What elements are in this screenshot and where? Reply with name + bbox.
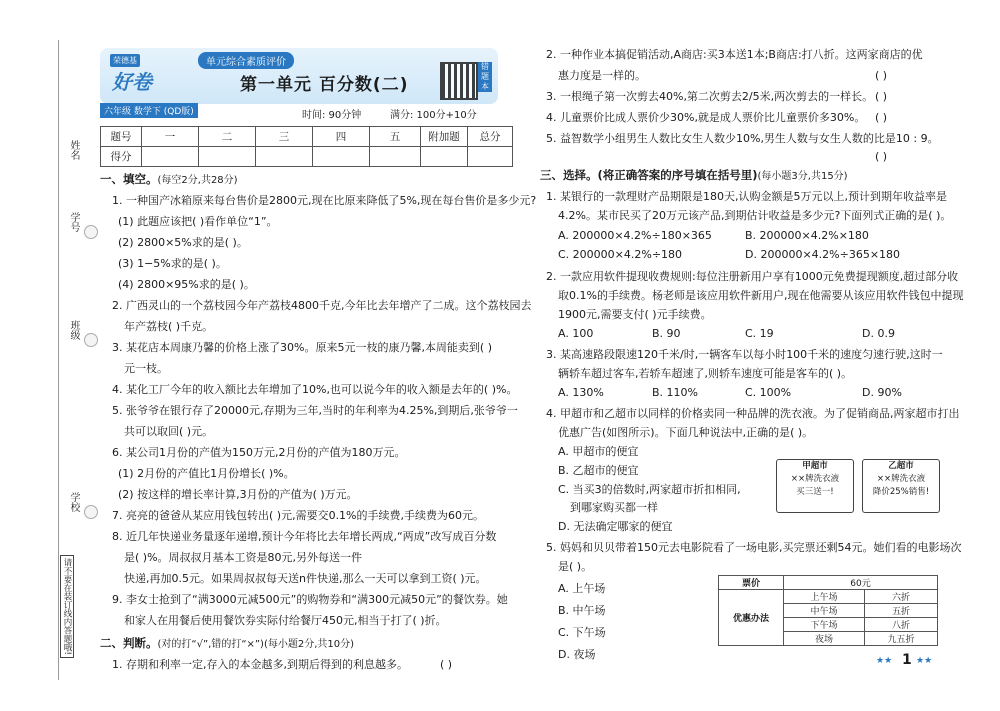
answer-blank[interactable]: ( ) [440,658,453,671]
question-text: 2. 广西灵山的一个荔枝园今年产荔枝4800千克,今年比去年增产了二成。这个荔枝园去 [112,299,532,312]
question-text: 1. 存期和利率一定,存入的本金越多,到期后得到的利息越多。 [112,658,408,671]
supermarket-yi-sign [862,459,940,513]
score-input[interactable] [421,147,468,167]
sign-title: 甲超市 [802,461,828,471]
qr-code-icon [440,62,478,100]
question-text: (1) 此题应该把( )看作单位“1”。 [118,215,278,228]
sign-line: 买三送一! [796,487,834,497]
option[interactable]: A. 100 [558,327,594,340]
score-cell: 二 [199,127,256,147]
question-text: 4. 某化工厂今年的收入额比去年增加了10%,也可以说今年的收入额是去年的( )%。 [112,383,518,396]
section-fill: 一、填空。(每空2分,共28分) [100,172,238,186]
answer-blank[interactable]: ( ) [875,90,888,103]
score-table [100,126,513,167]
score-input[interactable] [199,147,256,167]
banner-label: 单元综合素质评价 [198,52,294,69]
answer-blank[interactable]: ( ) [875,150,888,163]
promo-label: 优惠办法 [719,590,784,646]
option[interactable]: A. 上午场 [558,582,606,595]
question-text: 3. 一根绳子第一次剪去40%,第二次剪去2/5米,两次剪去的一样长。 [546,90,874,103]
binding-line [58,40,59,680]
ticket-price-label: 票价 [719,576,784,590]
question-text: 4. 甲超市和乙超市以同样的价格卖同一种品牌的洗衣液。为了促销商品,两家超市打出 [546,407,960,420]
ticket-table [718,575,938,646]
session-name: 上午场 [784,590,865,604]
section-choice: 三、选择。(将正确答案的序号填在括号里)(每小题3分,共15分) [540,168,848,182]
question-text: 惠力度是一样的。 [558,69,646,82]
question-text: 6. 某公司1月份的产值为150万元,2月份的产值为180万元。 [112,446,406,459]
option[interactable]: A. 200000×4.2%÷180×365 [558,229,712,242]
binding-hole [84,225,98,239]
question-text: 4.2%。某市民买了20万元该产品,到期估计收益是多少元?下面列式正确的是( )。 [558,209,952,222]
question-text: 4. 儿童票价比成人票价少30%,就是成人票价比儿童票价多30%。 [546,111,866,124]
question-text: 1900元,需要支付( )元手续费。 [558,308,712,321]
ticket-price: 60元 [784,576,938,590]
option[interactable]: D. 夜场 [558,648,596,661]
option[interactable]: A. 甲超市的便宜 [558,445,639,458]
score-cell: 一 [142,127,199,147]
question-text: 辆轿车超过客车,若轿车超速了,则轿车速度可能是客车的( )。 [558,367,853,380]
sign-title: 乙超市 [888,461,914,471]
section-judge: 二、判断。(对的打“√”,错的打“×”)(每小题2分,共10分) [100,636,355,650]
question-text: 1. 一种国产冰箱原来每台售价是2800元,现在比原来降低了5%,现在每台售价是多少元? [112,194,537,207]
question-text: (2) 按这样的增长率计算,3月份的产值为( )万元。 [118,488,358,501]
score-cell: 得分 [101,147,142,167]
score-cell: 附加题 [421,127,468,147]
class-label: 班级 [68,320,79,340]
score-input[interactable] [256,147,313,167]
page-decoration: ★★ [876,656,893,666]
question-text: 年产荔枝( )千克。 [124,320,214,333]
time-label: 时间: 90分钟 [302,110,362,121]
question-text: 取0.1%的手续费。杨老师是该应用软件新用户,现在他需要从该应用软件钱包中提现 [558,289,964,302]
question-text: 5. 张爷爷在银行存了20000元,存期为三年,当时的年利率为4.25%,到期后,张爷爷一 [112,404,518,417]
score-input[interactable] [142,147,199,167]
question-text: 是( )。 [558,560,593,573]
option[interactable]: D. 90% [862,386,902,399]
session-discount: 九五折 [865,632,938,646]
id-label: 学号 [68,212,79,232]
option[interactable]: B. 90 [652,327,681,340]
option[interactable]: C. 当买3的倍数时,两家超市折扣相同, [558,483,741,496]
name-label: 姓名 [68,140,79,160]
sign-line: ××牌洗衣液 [876,474,926,484]
session-name: 夜场 [784,632,865,646]
answer-blank[interactable]: ( ) [875,69,888,82]
page-title: 第一单元 百分数(二) [240,75,409,95]
option[interactable]: A. 130% [558,386,604,399]
score-cell: 总分 [468,127,513,147]
question-text: (4) 2800×95%求的是( )。 [118,278,255,291]
school-label: 学校 [68,492,79,512]
binding-note: 请不要在装订线内答题哦! [60,555,74,658]
question-text: 5. 妈妈和贝贝带着150元去电影院看了一场电影,买完票还剩54元。她们看的电影场次 [546,541,962,554]
option[interactable]: D. 无法确定哪家的便宜 [558,520,673,533]
option[interactable]: C. 19 [745,327,774,340]
session-name: 下午场 [784,618,865,632]
page-number: 1 [902,652,912,668]
score-limit: 满分: 100分+10分 [390,110,477,121]
session-discount: 六折 [865,590,938,604]
grade-tag: 六年级 数学下 (QD版) [100,103,198,118]
option[interactable]: B. 200000×4.2%×180 [745,229,869,242]
page-decoration: ★★ [916,656,933,666]
question-text: 8. 近几年快递业务量逐年递增,预计今年将比去年增长两成,“两成”改写成百分数 [112,530,497,543]
question-text: 1. 某银行的一款理财产品期限是180天,认购金额是5万元以上,预计到期年收益率是 [546,190,947,203]
question-text: 快递,再加0.5元。如果周叔叔每天送n件快递,那么一天可以拿到工资( )元。 [124,572,487,585]
sign-line: 降价25%销售! [872,487,930,497]
question-text: 7. 亮亮的爸爸从某应用钱包转出( )元,需要交0.1%的手续费,手续费为60元。 [112,509,485,522]
session-discount: 八折 [865,618,938,632]
option[interactable]: B. 乙超市的便宜 [558,464,639,477]
option[interactable]: C. 100% [745,386,792,399]
score-header-row [101,127,513,147]
session-discount: 五折 [865,604,938,618]
score-cell: 题号 [101,127,142,147]
question-text: 2. 一种作业本搞促销活动,A商店:买3本送1本;B商店:打八折。这两家商店的优 [546,48,923,61]
binding-hole [84,333,98,347]
question-text: 是( )%。周叔叔月基本工资是80元,另外每送一件 [124,551,363,564]
question-text: (1) 2月份的产值比1月份增长( )%。 [118,467,295,480]
score-cell: 五 [370,127,421,147]
answer-blank[interactable]: ( ) [875,111,888,124]
question-text: 优惠广告(如图所示)。下面几种说法中,正确的是( )。 [558,426,814,439]
question-text: (3) 1−5%求的是( )。 [118,257,227,270]
option[interactable]: D. 200000×4.2%÷365×180 [745,248,901,261]
option[interactable]: C. 200000×4.2%÷180 [558,248,683,261]
question-text: 和家人在用餐后使用餐饮券实际付给餐厅450元,相当于打了( )折。 [124,614,447,627]
binding-hole [84,505,98,519]
brand-tag: 荣德基 [110,54,140,67]
score-cell: 四 [313,127,370,147]
score-value-row [101,147,513,167]
question-text: 3. 某花店本周康乃馨的价格上涨了30%。原来5元一枝的康乃馨,本周能卖到( ) [112,341,493,354]
option[interactable]: B. 110% [652,386,698,399]
question-text: 2. 一款应用软件提现收费规则:每位注册新用户享有1000元免费提现额度,超过部分收 [546,270,959,283]
score-input[interactable] [313,147,370,167]
question-text: (2) 2800×5%求的是( )。 [118,236,248,249]
qr-tag: 错题本 [478,62,492,92]
session-name: 中午场 [784,604,865,618]
question-text: 5. 益智数学小组男生人数比女生人数少10%,男生人数与女生人数的比是10 : 9。 [546,132,939,145]
option[interactable]: C. 下午场 [558,626,606,639]
question-text: 3. 某高速路段限速120千米/时,一辆客车以每小时100千米的速度匀速行驶,这时一 [546,348,943,361]
option-continued: 到哪家购买都一样 [570,501,658,514]
question-text: 元一枝。 [124,362,168,375]
logo: 好卷 [112,70,152,94]
sign-line: ××牌洗衣液 [790,474,840,484]
question-text: 共可以取回( )元。 [124,425,214,438]
question-text: 9. 李女士抢到了“满3000元减500元”的购物券和“满300元减50元”的餐饮券。她 [112,593,508,606]
score-input[interactable] [370,147,421,167]
supermarket-jia-sign [776,459,854,513]
option[interactable]: B. 中午场 [558,604,606,617]
score-input[interactable] [468,147,513,167]
score-cell: 三 [256,127,313,147]
option[interactable]: D. 0.9 [862,327,895,340]
